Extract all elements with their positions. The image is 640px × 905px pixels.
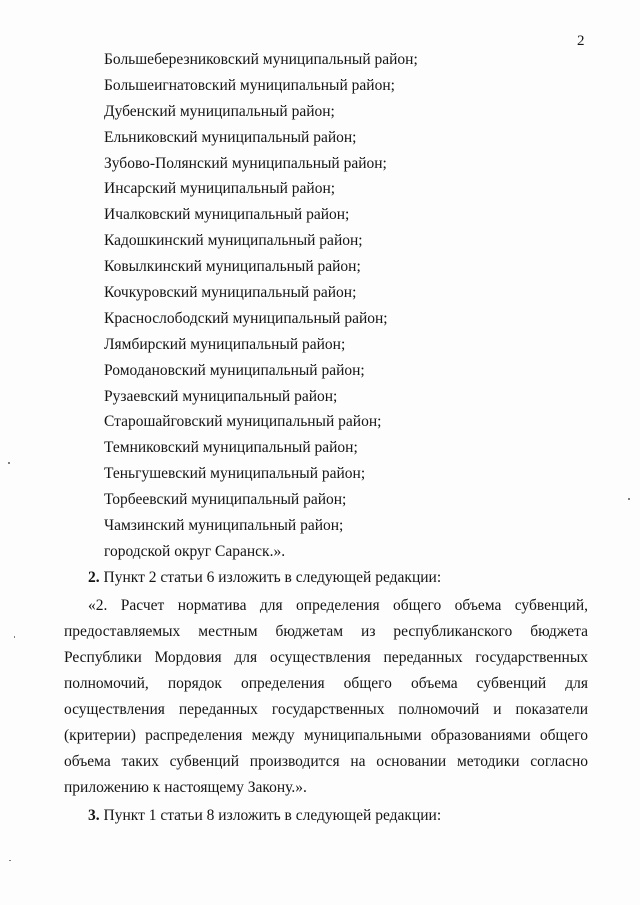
district-item: Лямбирский муниципальный район; (104, 335, 346, 353)
district-item: Зубово-Полянский муниципальный район; (104, 154, 387, 172)
district-item: Теньгушевский муниципальный район; (104, 465, 366, 483)
district-item: Кадошкинский муниципальный район; (104, 232, 363, 250)
district-item: Рузаевский муниципальный район; (104, 387, 338, 405)
district-item: Ковылкинский муниципальный район; (104, 258, 361, 276)
clause-2-body-line: Республики Мордовия для осуществления переданных государственных (64, 649, 588, 666)
scan-speck (9, 860, 11, 861)
clause-2-body-line: осуществления переданных государственных полномочий и показатели (64, 701, 588, 718)
scan-speck (628, 498, 630, 500)
clause-2-heading-text: Пункт 2 статьи 6 изложить в следующей редакции: (99, 569, 442, 586)
clause-2-body-line: полномочий, порядок определения общего объема субвенций для (64, 675, 588, 692)
clause-2-body-line: предоставляемых местным бюджетам из республиканского бюджета (64, 623, 588, 640)
district-item: Ичалковский муниципальный район; (104, 206, 350, 224)
district-item: Большеберезниковский муниципальный район; (104, 51, 418, 68)
clause-2-heading (88, 568, 441, 588)
district-item: Торбеевский муниципальный район; (104, 491, 347, 509)
district-item: Кочкуровский муниципальный район; (104, 284, 357, 302)
scan-speck (8, 462, 10, 464)
district-item: Чамзинский муниципальный район; (104, 517, 344, 535)
clause-2-body-line: (критерии) распределения между муниципальными образованиями общего (64, 727, 588, 744)
clause-3-heading-text: Пункт 1 статьи 8 изложить в следующей редакции: (99, 807, 442, 824)
district-list (104, 47, 418, 565)
district-item: Темниковский муниципальный район; (104, 439, 358, 457)
clause-2-body-line: объема таких субвенций производится на основании методики согласно (64, 753, 588, 770)
district-item: Старошайговский муниципальный район; (104, 413, 382, 431)
district-item: Ромодановский муниципальный район; (104, 361, 365, 379)
page-number: 2 (577, 33, 585, 49)
clause-3-heading (88, 806, 441, 826)
district-item: Большеигнатовский муниципальный район; (104, 76, 395, 94)
clause-2-number: 2. (88, 569, 100, 586)
district-item: Инсарский муниципальный район; (104, 180, 336, 198)
district-item: Дубенский муниципальный район; (104, 102, 335, 120)
district-item: Ельниковский муниципальный район; (104, 128, 357, 146)
clause-2-last-line: приложению к настоящему Закону.». (64, 779, 307, 796)
clause-2-body-line: «2. Расчет норматива для определения общего объема субвенций, (88, 597, 588, 614)
clause-3-number: 3. (88, 807, 100, 824)
district-item: городской округ Саранск.». (104, 542, 286, 560)
district-item: Краснослободский муниципальный район; (104, 309, 388, 327)
scan-speck (14, 636, 15, 638)
